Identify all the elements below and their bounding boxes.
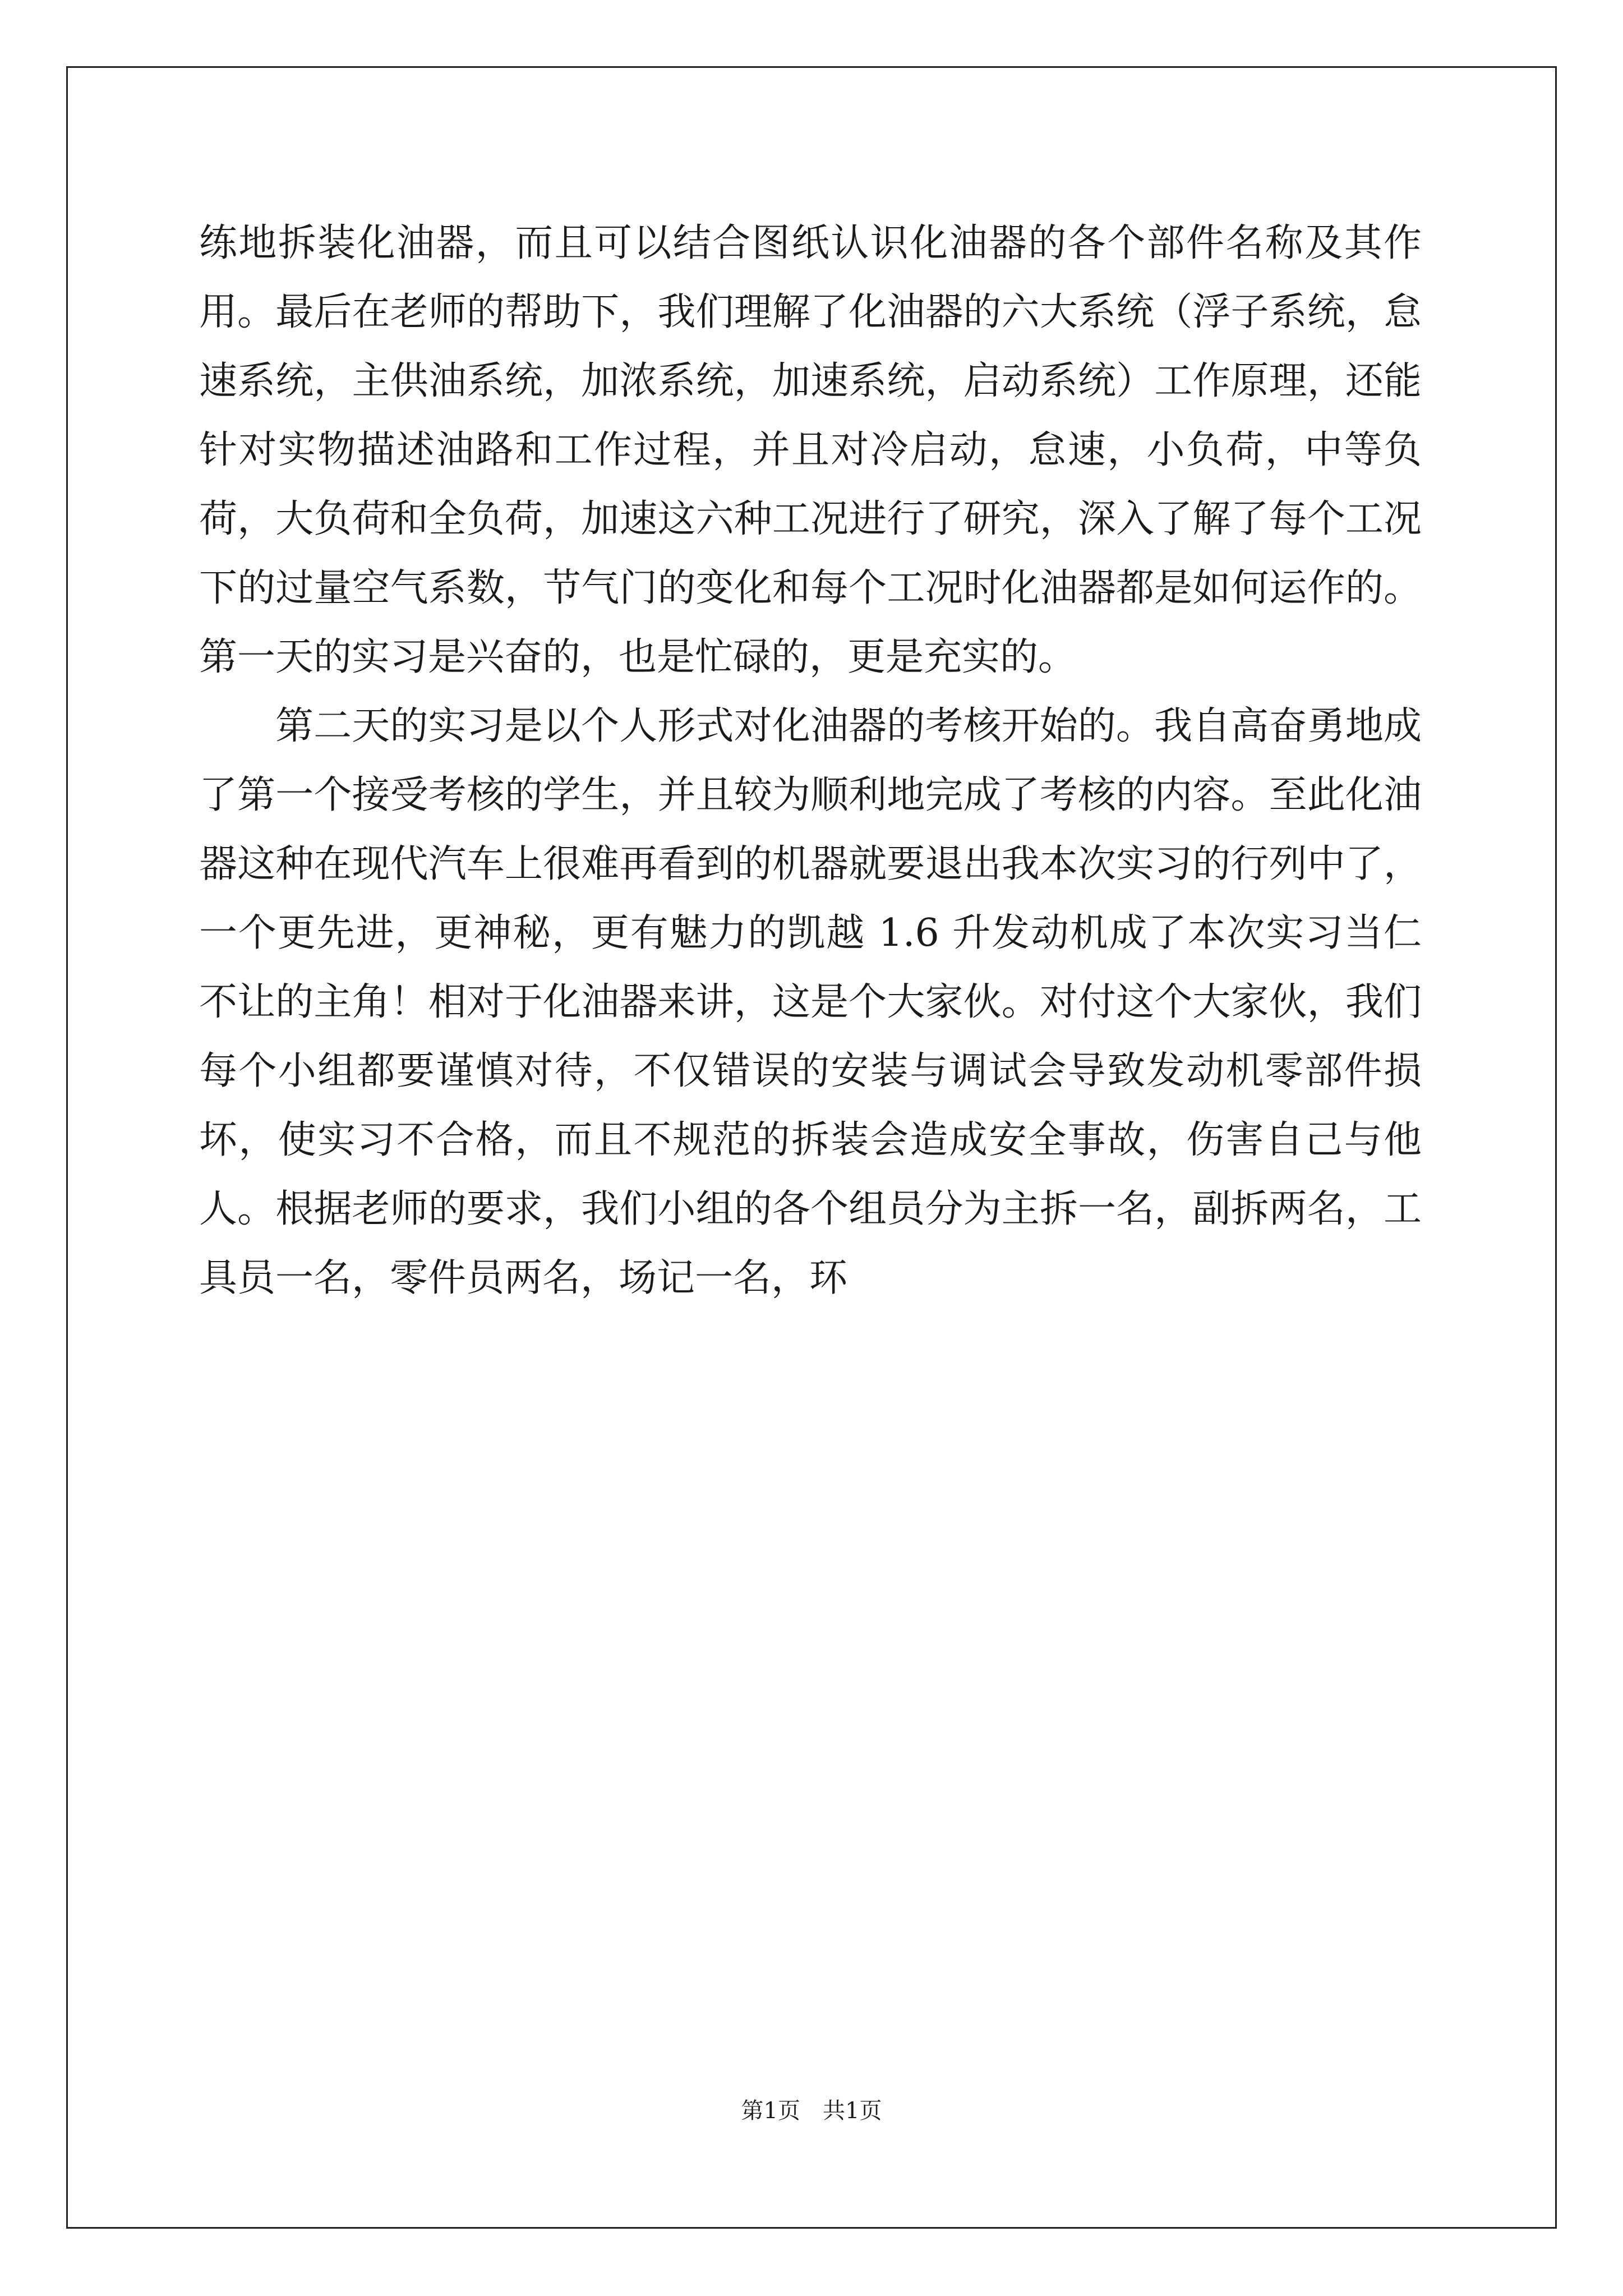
- page-total: 共1页: [823, 2098, 882, 2124]
- paragraph-1: 练地拆装化油器，而且可以结合图纸认识化油器的各个部件名称及其作用。最后在老师的帮助下，我们理解了化油器的六大系统（浮子系统，怠速系统，主供油系统，加浓系统，加速系统，启动系统）工作原理，还能针对实物描述油路和工作过程，并且对冷启动，怠速，小负荷，中等负荷，大负荷和全负荷，加速这六种工况进行了研究，深入了解了每个工况下的过量空气系数，节气门的变化和每个工况时化油器都是如何运作的。第一天的实习是兴奋的，也是忙碌的，更是充实的。: [199, 221, 1422, 679]
- document-body: [199, 209, 1422, 1313]
- page-number: 第1页: [741, 2098, 800, 2124]
- paragraph-2: 第二天的实习是以个人形式对化油器的考核开始的。我自高奋勇地成了第一个接受考核的学生，并且较为顺利地完成了考核的内容。至此化油器这种在现代汽车上很难再看到的机器就要退出我本次实习的行列中了，一个更先进，更神秘，更有魅力的凯越 1.6 升发动机成了本次实习当仁不让的主角！相对于化油器来讲，这是个大家伙。对付这个大家伙，我们每个小组都要谨慎对待，不仅错误的安装与调试会导致发动机零部件损坏，使实习不合格，而且不规范的拆装会造成安全事故，伤害自己与他人。根据老师的要求，我们小组的各个组员分为主拆一名，副拆两名，工具员一名，零件员两名，场记一名，环: [199, 704, 1422, 1300]
- page-footer: [0, 2097, 1623, 2125]
